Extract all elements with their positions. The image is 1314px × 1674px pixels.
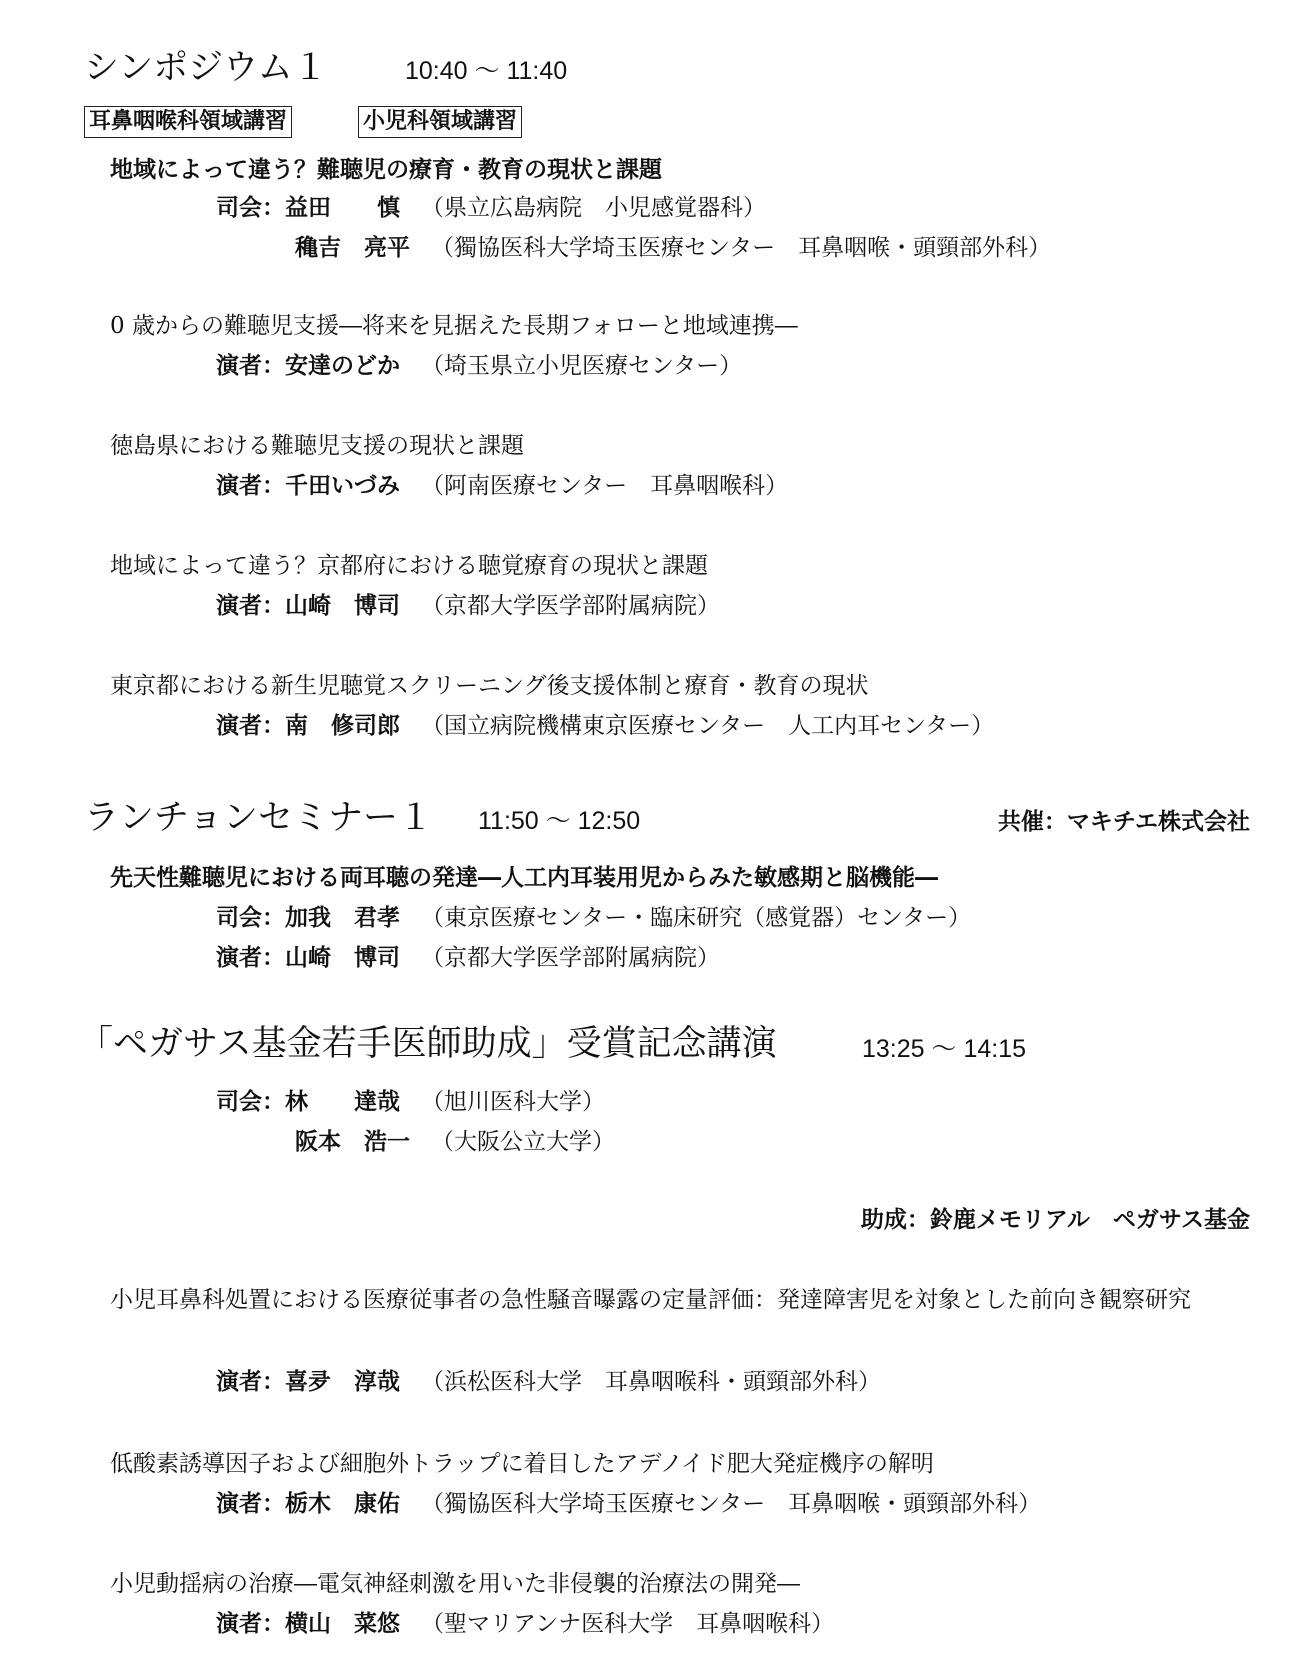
person-name: 安達のどか xyxy=(285,353,400,379)
affiliation: （県立広島病院 小児感覚器科） xyxy=(421,195,766,221)
role-label: 司会： xyxy=(216,1089,285,1115)
affiliation: （埼玉県立小児医療センター） xyxy=(421,353,743,379)
talk-speaker xyxy=(216,348,742,384)
role-label: 司会： xyxy=(216,195,285,221)
symposium-title: シンポジウム１ xyxy=(84,48,328,88)
person-name: 阪本 浩一 xyxy=(295,1129,410,1155)
person-name: 喜夛 淳哉 xyxy=(285,1369,400,1395)
affiliation: （京都大学医学部附属病院） xyxy=(421,945,720,971)
tag-pediatrics-course: 小児科領域講習 xyxy=(358,106,522,138)
talk-title: 徳島県における難聴児支援の現状と課題 xyxy=(110,433,524,459)
talk-title: 地域によって違う？京都府における聴覚療育の現状と課題 xyxy=(110,553,708,579)
symposium-chair-1 xyxy=(216,190,766,226)
affiliation: （獨協医科大学埼玉医療センター 耳鼻咽喉・頭頸部外科） xyxy=(421,1491,1042,1517)
talk-speaker xyxy=(216,708,994,744)
luncheon-chair xyxy=(216,900,971,936)
talk-speaker xyxy=(216,1606,834,1642)
role-label: 演者： xyxy=(216,945,285,971)
talk-title: 東京都における新生児聴覚スクリーニング後支援体制と療育・教育の現状 xyxy=(110,673,869,699)
affiliation: （京都大学医学部附属病院） xyxy=(421,593,720,619)
role-label: 演者： xyxy=(216,473,285,499)
affiliation: （東京医療センター・臨床研究（感覚器）センター） xyxy=(421,905,972,931)
talk-title: 小児耳鼻科処置における医療従事者の急性騒音曝露の定量評価：発達障害児を対象とした前向き観察研究 xyxy=(110,1287,1191,1313)
luncheon-speaker xyxy=(216,940,720,976)
luncheon-talk-title: 先天性難聴児における両耳聴の発達―人工内耳装用児からみた敏感期と脳機能― xyxy=(110,865,938,891)
person-name: 山崎 博司 xyxy=(285,593,400,619)
luncheon-time: 11:50 ～ 12:50 xyxy=(478,807,641,835)
role-label: 演者： xyxy=(216,353,285,379)
pegasus-chair-2 xyxy=(295,1124,615,1160)
talk-title: 低酸素誘導因子および細胞外トラップに着目したアデノイド肥大発症機序の解明 xyxy=(110,1451,934,1477)
person-name: 林 達哉 xyxy=(285,1089,400,1115)
role-label: 演者： xyxy=(216,1491,285,1517)
talk-speaker xyxy=(216,1364,881,1400)
luncheon-sponsor: 共催：マキチエ株式会社 xyxy=(997,809,1250,835)
person-name: 山崎 博司 xyxy=(285,945,400,971)
person-name: 穐吉 亮平 xyxy=(295,235,410,261)
role-label: 演者： xyxy=(216,1369,285,1395)
person-name: 横山 菜悠 xyxy=(285,1611,400,1637)
person-name: 益田 慎 xyxy=(285,195,400,221)
person-name: 加我 君孝 xyxy=(285,905,400,931)
affiliation: （聖マリアンナ医科大学 耳鼻咽喉科） xyxy=(421,1611,835,1637)
affiliation: （浜松医科大学 耳鼻咽喉科・頭頸部外科） xyxy=(421,1369,881,1395)
talk-speaker xyxy=(216,588,720,624)
talk-speaker xyxy=(216,1486,1041,1522)
role-label: 演者： xyxy=(216,593,285,619)
talk-speaker xyxy=(216,468,788,504)
affiliation: （阿南医療センター 耳鼻咽喉科） xyxy=(421,473,789,499)
pegasus-grant: 助成：鈴鹿メモリアル ペガサス基金 xyxy=(860,1207,1250,1233)
pegasus-title: 「ペガサス基金若手医師助成」受賞記念講演 xyxy=(78,1024,777,1064)
pegasus-time: 13:25 ～ 14:15 xyxy=(862,1035,1027,1063)
affiliation: （獨協医科大学埼玉医療センター 耳鼻咽喉・頭頸部外科） xyxy=(431,235,1052,261)
talk-title: 小児動揺病の治療―電気神経刺激を用いた非侵襲的治療法の開発― xyxy=(110,1571,800,1597)
affiliation: （大阪公立大学） xyxy=(431,1129,615,1155)
person-name: 南 修司郎 xyxy=(285,713,400,739)
person-name: 栃木 康佑 xyxy=(285,1491,400,1517)
affiliation: （旭川医科大学） xyxy=(421,1089,605,1115)
symposium-main-title: 地域によって違う？難聴児の療育・教育の現状と課題 xyxy=(110,157,662,183)
pegasus-chair-1 xyxy=(216,1084,605,1120)
role-label: 演者： xyxy=(216,1611,285,1637)
symposium-time: 10:40 ～ 11:40 xyxy=(405,57,568,85)
role-label: 演者： xyxy=(216,713,285,739)
person-name: 千田いづみ xyxy=(285,473,400,499)
affiliation: （国立病院機構東京医療センター 人工内耳センター） xyxy=(421,713,995,739)
talk-title: 0 歳からの難聴児支援―将来を見据えた長期フォローと地域連携― xyxy=(110,313,798,339)
luncheon-title: ランチョンセミナー１ xyxy=(84,798,433,838)
tag-ent-course: 耳鼻咽喉科領域講習 xyxy=(84,106,292,138)
symposium-chair-2 xyxy=(295,230,1051,266)
role-label: 司会： xyxy=(216,905,285,931)
